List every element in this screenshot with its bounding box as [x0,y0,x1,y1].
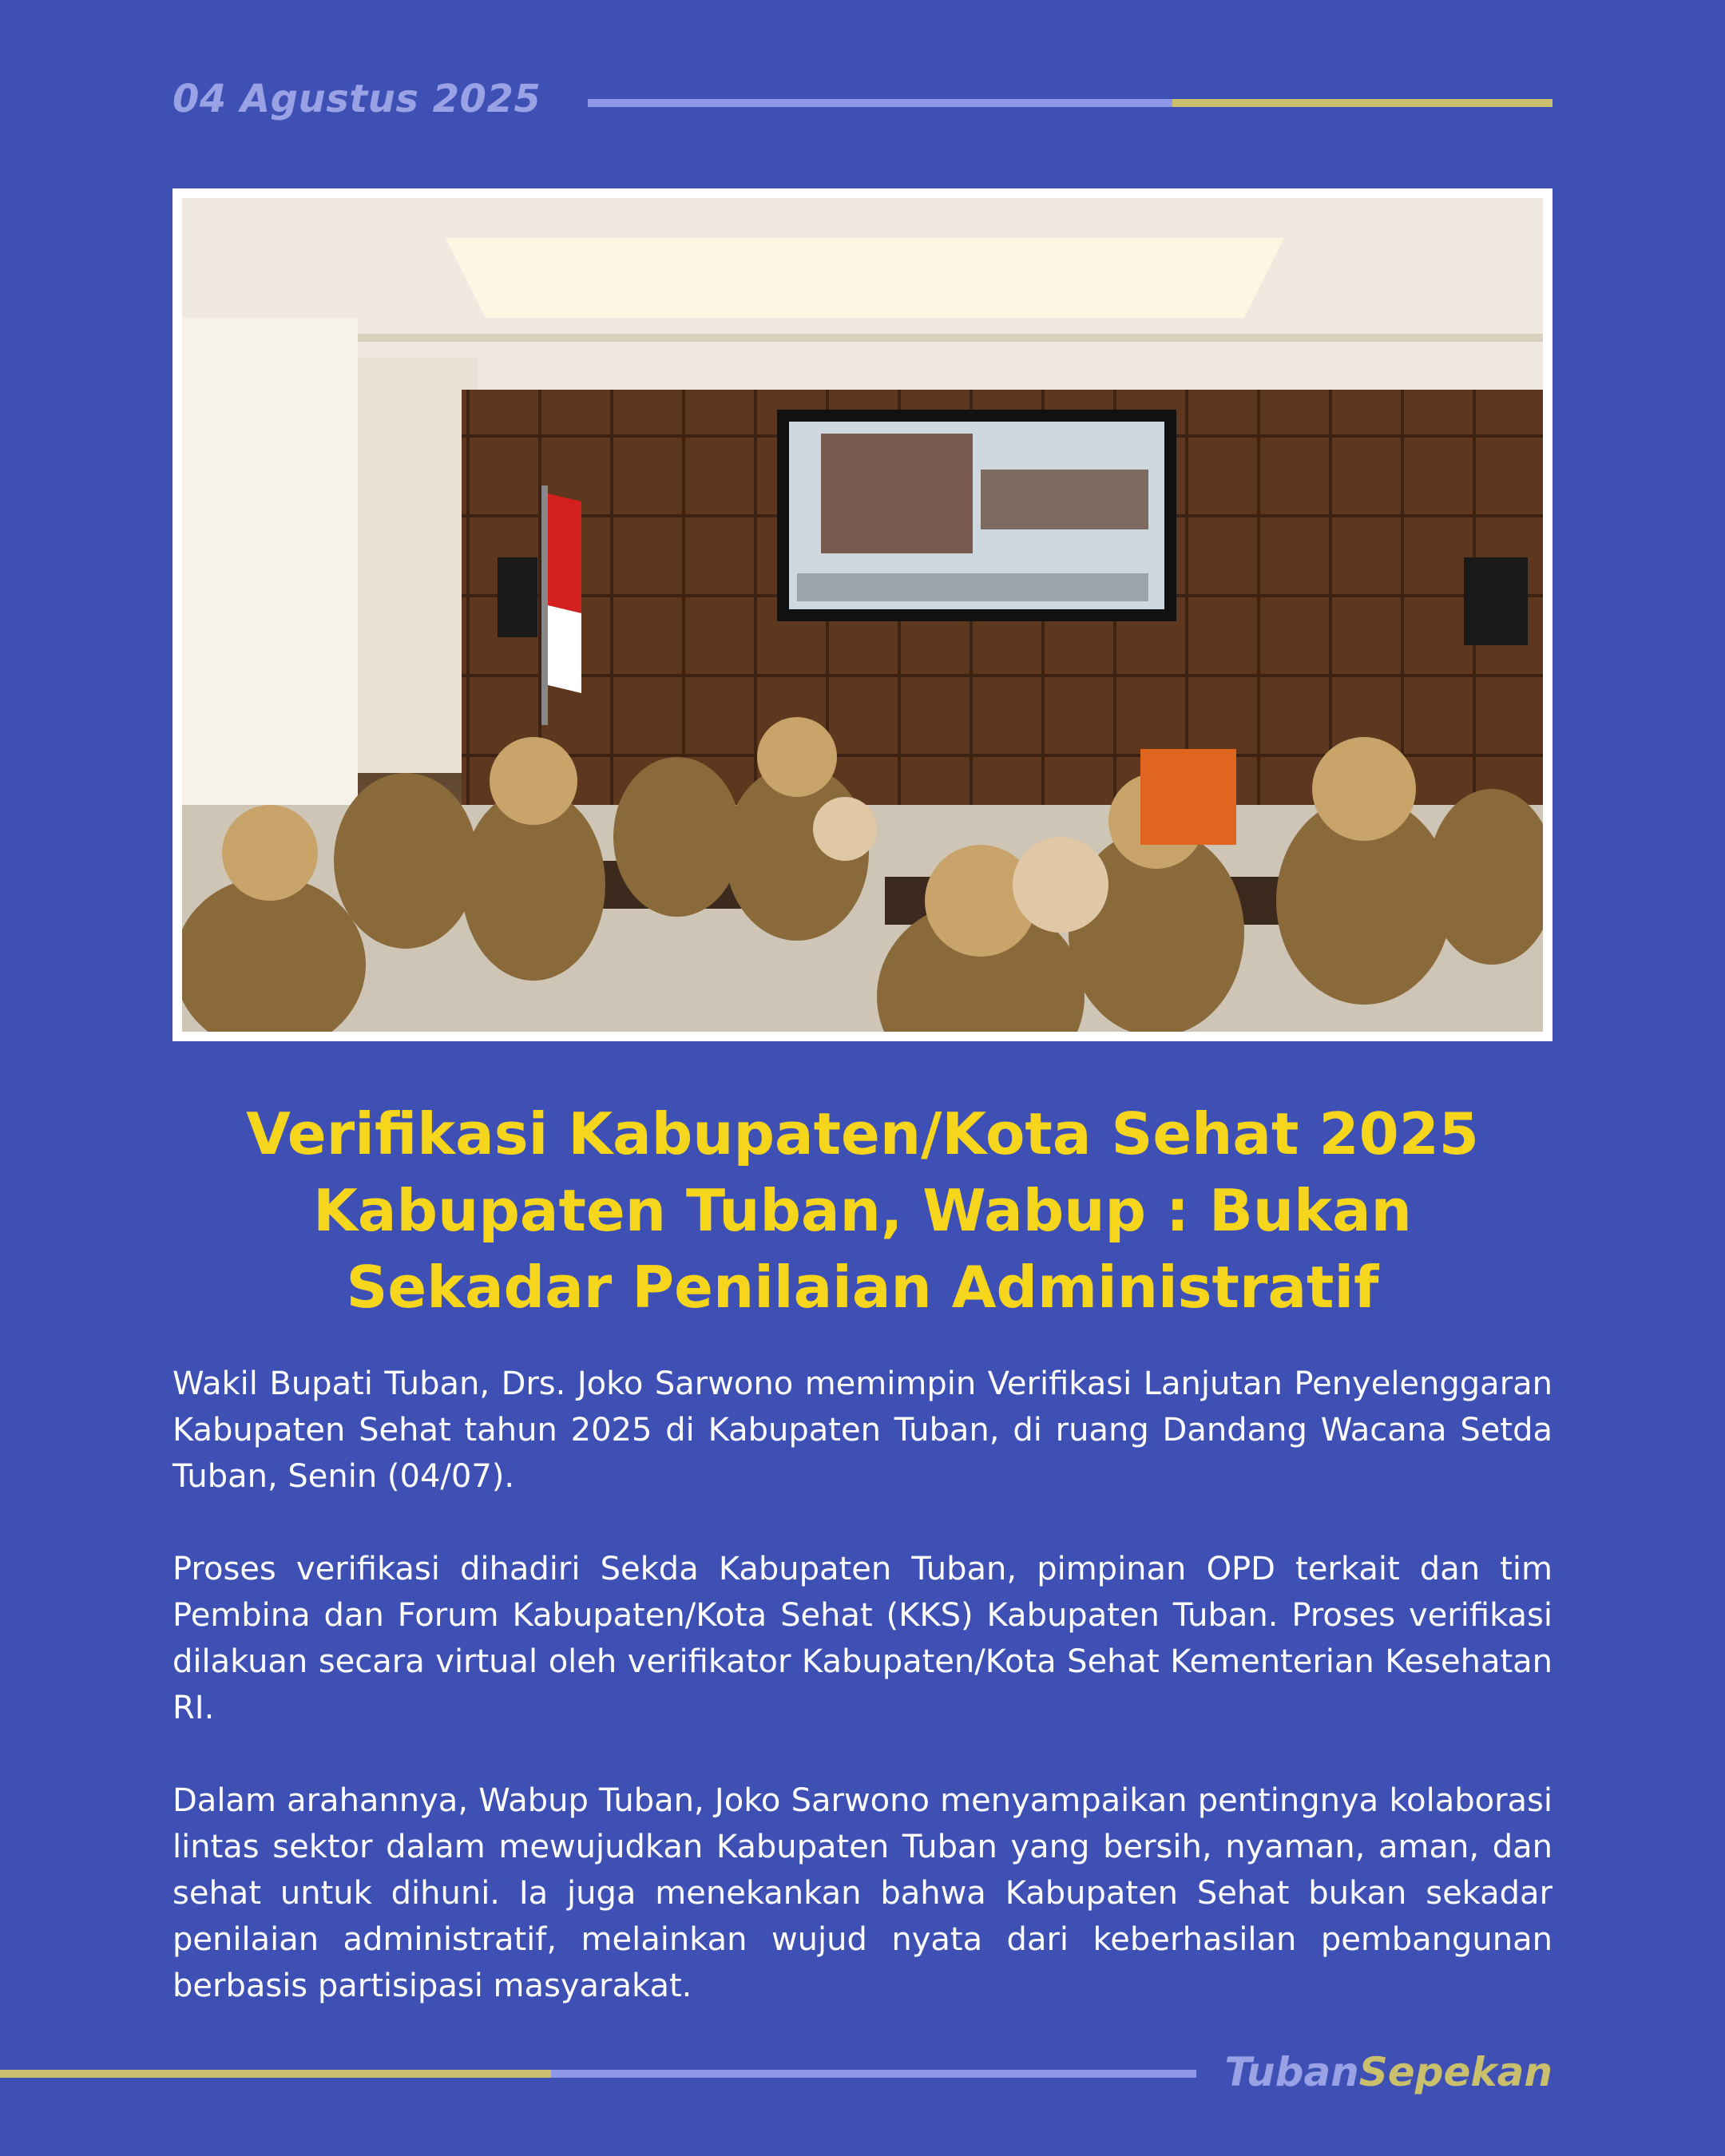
article-paragraph-2: Proses verifikasi dihadiri Sekda Kabupaten Tuban, pimpinan OPD terkait dan tim Pembina dan Forum Kabupaten/Kota Sehat (KKS) Kabupaten Tuban. Proses verifikasi dilakuan secara virtual oleh verifikator Kabupaten/Kota Sehat Kementerian Kesehatan RI. [172,1551,1552,1726]
header-divider-lavender [588,99,1172,107]
footer-divider-gold [0,2070,551,2078]
article-title-line-2: Kabupaten Tuban, Wabup : Bukan [313,1177,1412,1244]
brand-name-part-2: Sepekan [1358,2049,1552,2095]
footer-divider-lavender [551,2070,1196,2078]
header-divider-gold [1172,99,1552,107]
brand-logo [1224,2049,1552,2095]
publish-date: 04 Agustus 2025 [172,77,541,121]
article-paragraph-3: Dalam arahannya, Wabup Tuban, Joko Sarwono menyampaikan pentingnya kolaborasi lintas sektor dalam mewujudkan Kabupaten Tuban yang bersih, nyaman, aman, dan sehat untuk dihuni. Ia juga menekankan bahwa Kabupaten Sehat bukan sekadar penilaian administratif, melainkan wujud nyata dari keberhasilan pembangunan berbasis partisipasi masyarakat. [172,1782,1552,2004]
article-photo [182,198,1543,1032]
article-photo-frame [172,188,1552,1041]
article-paragraph-1: Wakil Bupati Tuban, Drs. Joko Sarwono memimpin Verifikasi Lanjutan Penyelenggaran Kabupaten Sehat tahun 2025 di Kabupaten Tuban, di ruang Dandang Wacana Setda Tuban, Senin (04/07). [172,1365,1552,1495]
brand-name-part-1: Tuban [1224,2049,1359,2095]
article-title-line-3: Sekadar Penilaian Administratif [346,1254,1379,1321]
article-title-line-1: Verifikasi Kabupaten/Kota Sehat 2025 [246,1100,1479,1167]
article-title [172,1096,1552,1326]
article-body [172,1361,1552,2009]
meeting-room-illustration [182,198,1543,1032]
